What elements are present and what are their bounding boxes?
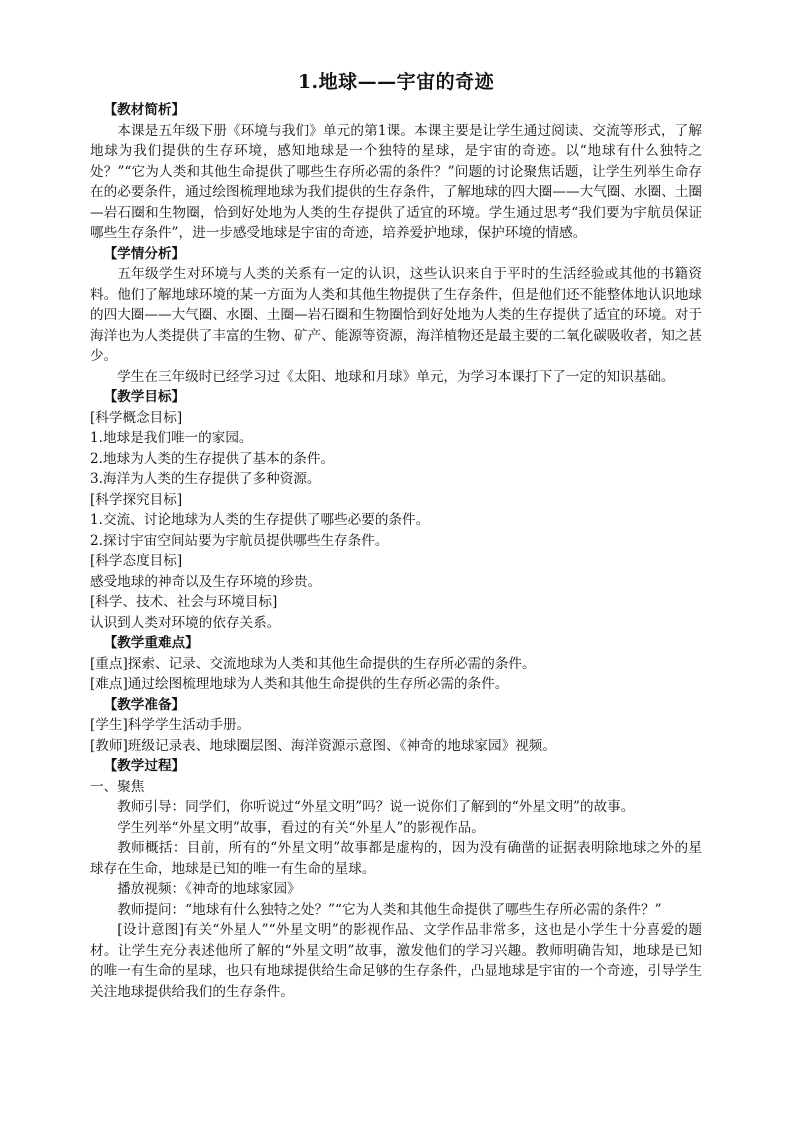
paragraph: [学生]科学学生活动手册。	[90, 717, 251, 733]
paragraph: [科学概念目标]	[90, 409, 183, 426]
paragraph: 教师提问：“地球有什么独特之处？”“它为人类和其他生命提供了哪些生存所必需的条件？”	[117, 901, 662, 918]
paragraph: 认识到人类对环境的依存关系。	[90, 614, 281, 631]
paragraph: [科学、技术、社会与环境目标]	[90, 594, 278, 610]
paragraph: 五年级学生对环境与人类的关系有一定的认识，这些认识来自于平时的生活经验或其他的书籍资料。他们了解地球环境的某一方面为人类和其他生物提供了生存条件，但是他们还不能整体地认识地球的四大圈——大气圈、水圈、土圈—岩石圈和生物圈恰到好处地为人类的生存提供了适宜的环境。对于海洋也为人类提供了丰富的生物、矿产、能源等资源，海洋植物还是最主要的二氧化碳吸收者，知之甚少。	[90, 266, 702, 364]
section-heading: 【教学目标】	[103, 389, 186, 405]
paragraph: 感受地球的神奇以及生存环境的珍贵。	[90, 573, 322, 590]
section-heading: 【教材简析】	[103, 102, 186, 118]
paragraph: [重点]探索、记录、交流地球为人类和其他生命提供的生存所必需的条件。	[90, 655, 536, 672]
paragraph: 2.探讨宇宙空间站要为宇航员提供哪些生存条件。	[90, 532, 389, 549]
paragraph: 1.地球是我们唯一的家园。	[90, 430, 253, 446]
paragraph: 3.海洋为人类的生存提供了多种资源。	[90, 471, 321, 487]
document-body	[90, 100, 702, 1002]
section-heading: 【教学准备】	[103, 696, 186, 713]
paragraph: 2.地球为人类的生存提供了基本的条件。	[90, 450, 335, 467]
paragraph: 播放视频：《神奇的地球家园》	[117, 881, 301, 897]
section-heading: 【教学重难点】	[103, 635, 199, 651]
paragraph: 学生列举“外星文明”故事，看过的有关“外星人”的影视作品。	[117, 819, 485, 836]
section-heading: 【教学过程】	[103, 758, 186, 774]
paragraph: 本课是五年级下册《环境与我们》单元的第1课。本课主要是让学生通过阅读、交流等形式，了解地球为我们提供的生存环境，感知地球是一个独特的星球，是宇宙的奇迹。以“地球有什么独特之处？”“它为人类和其他生命提供了哪些生存所必需的条件？”问题的讨论聚焦话题，让学生列举生命存在的必要条件，通过绘图梳理地球为我们提供的生存条件，了解地球的四大圈——大气圈、水圈、土圈—岩石圈和生物圈，恰到好处地为人类的生存提供了适宜的环境。学生通过思考“我们要为宇航员保证哪些生存条件”，进一步感受地球是宇宙的奇迹，培养爱护地球，保护环境的情感。	[90, 122, 702, 241]
paragraph: [设计意图]有关“外星人”“外星文明”的影视作品、文学作品非常多，这也是小学生十分喜爱的题材。让学生充分表述他所了解的“外星文明”故事，激发他们的学习兴趣。教师明确告知，地球是已知的唯一有生命的星球，也只有地球提供给生命足够的生存条件，凸显地球是宇宙的一个奇迹，引导学生关注地球提供给我们的生存条件。	[90, 922, 702, 1000]
paragraph: [难点]通过绘图梳理地球为人类和其他生命提供的生存所必需的条件。	[90, 676, 509, 692]
paragraph: [教师]班级记录表、地球圈层图、海洋资源示意图、《神奇的地球家园》视频。	[90, 737, 556, 754]
paragraph: 一、聚焦	[90, 778, 145, 795]
document-title: 1.地球——宇宙的奇迹	[297, 71, 495, 93]
paragraph: 1.交流、讨论地球为人类的生存提供了哪些必要的条件。	[90, 512, 430, 528]
paragraph: [科学态度目标]	[90, 553, 183, 569]
paragraph: [科学探究目标]	[90, 491, 183, 508]
document-page	[90, 70, 702, 1002]
paragraph: 教师概括：目前，所有的“外星文明”故事都是虚构的，因为没有确凿的证据表明除地球之外的星球存在生命，地球是已知的唯一有生命的星球。	[90, 840, 702, 877]
section-heading: 【学情分析】	[103, 245, 186, 262]
paragraph: 学生在三年级时已经学习过《太阳、地球和月球》单元，为学习本课打下了一定的知识基础。	[117, 368, 675, 385]
paragraph: 教师引导：同学们，你听说过“外星文明”吗？说一说你们了解到的“外星文明”的故事。	[117, 799, 635, 815]
